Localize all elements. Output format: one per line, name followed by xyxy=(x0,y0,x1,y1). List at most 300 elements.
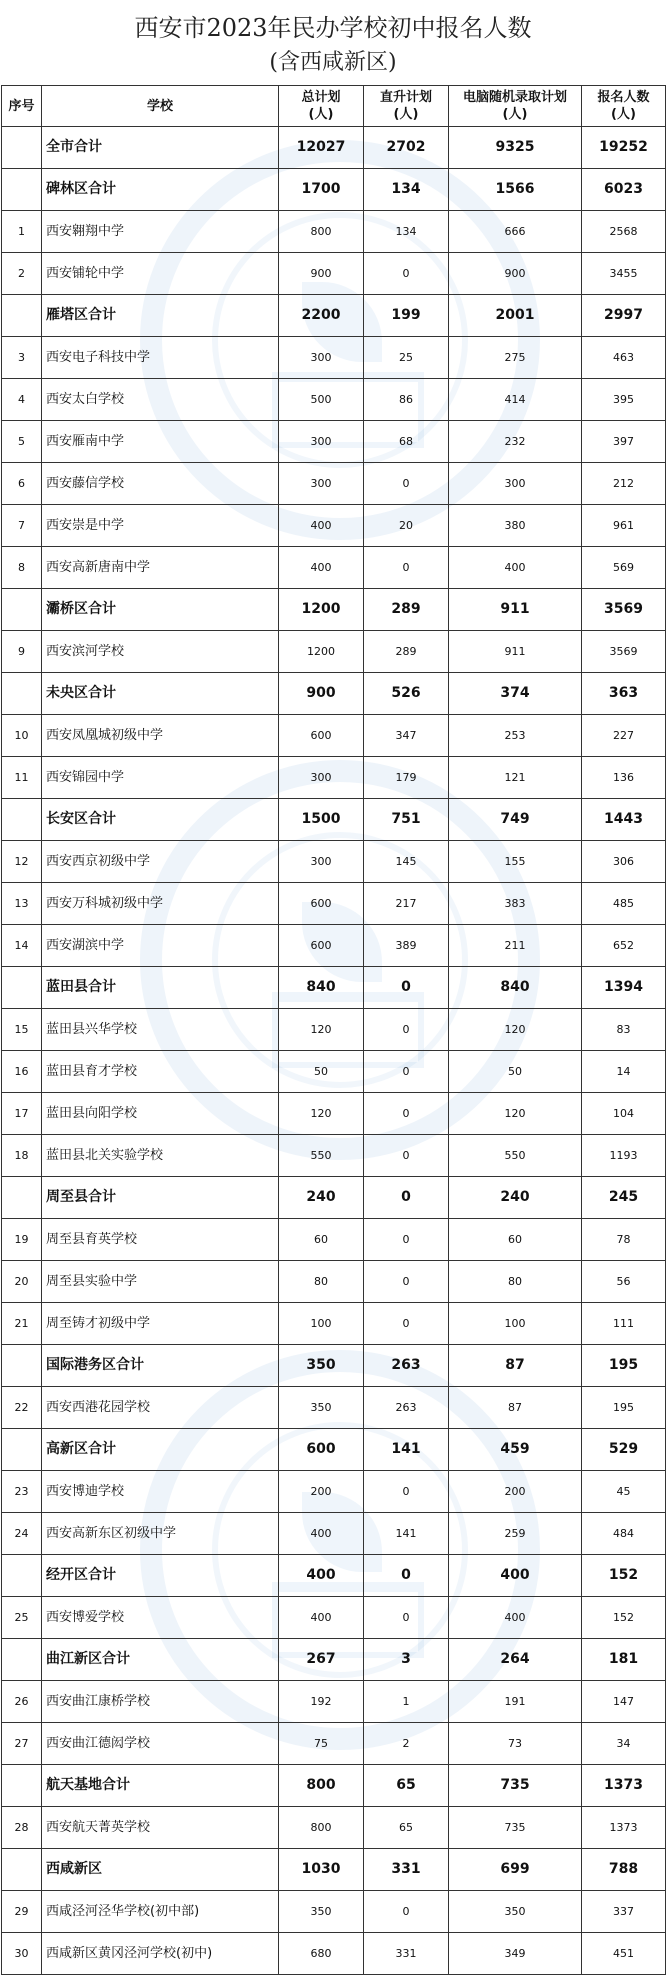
cell-random: 259 xyxy=(449,1513,582,1555)
table-row xyxy=(2,547,666,589)
table-row xyxy=(2,211,666,253)
cell-total: 800 xyxy=(279,1765,364,1807)
cell-random: 200 xyxy=(449,1471,582,1513)
cell-total: 300 xyxy=(279,337,364,379)
table-row-subtotal xyxy=(2,169,666,211)
cell-random: 350 xyxy=(449,1891,582,1933)
cell-direct: 751 xyxy=(364,799,449,841)
cell-total: 600 xyxy=(279,1429,364,1471)
table-row-subtotal xyxy=(2,1177,666,1219)
cell-random: 550 xyxy=(449,1135,582,1177)
cell-applicants: 363 xyxy=(582,673,666,715)
cell-seq: 12 xyxy=(2,841,42,883)
cell-applicants: 463 xyxy=(582,337,666,379)
header-applicants: 报名人数 (人) xyxy=(582,86,666,127)
cell-applicants: 3569 xyxy=(582,589,666,631)
cell-seq: 14 xyxy=(2,925,42,967)
cell-seq: 21 xyxy=(2,1303,42,1345)
cell-total: 12027 xyxy=(279,127,364,169)
cell-applicants: 1373 xyxy=(582,1765,666,1807)
cell-total: 1200 xyxy=(279,631,364,673)
cell-applicants: 1193 xyxy=(582,1135,666,1177)
cell-school: 西安锦园中学 xyxy=(42,757,279,799)
cell-direct: 289 xyxy=(364,589,449,631)
table-row xyxy=(2,1009,666,1051)
cell-applicants: 104 xyxy=(582,1093,666,1135)
cell-total: 400 xyxy=(279,505,364,547)
cell-direct: 65 xyxy=(364,1807,449,1849)
cell-total: 60 xyxy=(279,1219,364,1261)
cell-direct: 1 xyxy=(364,1681,449,1723)
table-row-subtotal xyxy=(2,1765,666,1807)
table-row xyxy=(2,1303,666,1345)
cell-seq: 6 xyxy=(2,463,42,505)
cell-total: 400 xyxy=(279,1513,364,1555)
cell-direct: 2702 xyxy=(364,127,449,169)
cell-random: 414 xyxy=(449,379,582,421)
cell-seq: 3 xyxy=(2,337,42,379)
cell-random: 459 xyxy=(449,1429,582,1471)
cell-applicants: 529 xyxy=(582,1429,666,1471)
cell-total: 550 xyxy=(279,1135,364,1177)
cell-random: 73 xyxy=(449,1723,582,1765)
table-row xyxy=(2,1135,666,1177)
cell-random: 100 xyxy=(449,1303,582,1345)
cell-random: 400 xyxy=(449,1597,582,1639)
cell-random: 900 xyxy=(449,253,582,295)
cell-total: 400 xyxy=(279,1597,364,1639)
cell-direct: 0 xyxy=(364,1009,449,1051)
table-row xyxy=(2,1261,666,1303)
cell-seq: 17 xyxy=(2,1093,42,1135)
cell-direct: 134 xyxy=(364,211,449,253)
cell-applicants: 569 xyxy=(582,547,666,589)
table-row xyxy=(2,1597,666,1639)
cell-seq: 29 xyxy=(2,1891,42,1933)
cell-seq xyxy=(2,967,42,1009)
table-row xyxy=(2,421,666,463)
cell-seq: 2 xyxy=(2,253,42,295)
cell-school: 西安藤信学校 xyxy=(42,463,279,505)
cell-direct: 141 xyxy=(364,1513,449,1555)
cell-school: 蓝田县育才学校 xyxy=(42,1051,279,1093)
header-direct: 直升计划 (人) xyxy=(364,86,449,127)
cell-total: 80 xyxy=(279,1261,364,1303)
cell-school: 蓝田县兴华学校 xyxy=(42,1009,279,1051)
cell-random: 735 xyxy=(449,1807,582,1849)
cell-seq xyxy=(2,169,42,211)
cell-direct: 0 xyxy=(364,1093,449,1135)
cell-school: 西安博迪学校 xyxy=(42,1471,279,1513)
table-row xyxy=(2,883,666,925)
cell-direct: 86 xyxy=(364,379,449,421)
header-school: 学校 xyxy=(42,86,279,127)
cell-school: 西安曲江康桥学校 xyxy=(42,1681,279,1723)
cell-total: 1700 xyxy=(279,169,364,211)
cell-random: 400 xyxy=(449,547,582,589)
table-row xyxy=(2,925,666,967)
cell-seq: 8 xyxy=(2,547,42,589)
cell-school: 西安航天菁英学校 xyxy=(42,1807,279,1849)
cell-random: 120 xyxy=(449,1009,582,1051)
cell-school: 西安曲江德闳学校 xyxy=(42,1723,279,1765)
cell-direct: 65 xyxy=(364,1765,449,1807)
cell-seq: 15 xyxy=(2,1009,42,1051)
cell-school: 西安电子科技中学 xyxy=(42,337,279,379)
cell-school: 航天基地合计 xyxy=(42,1765,279,1807)
cell-total: 1030 xyxy=(279,1849,364,1891)
cell-direct: 0 xyxy=(364,1219,449,1261)
cell-school: 雁塔区合计 xyxy=(42,295,279,337)
cell-applicants: 56 xyxy=(582,1261,666,1303)
table-row-subtotal xyxy=(2,967,666,1009)
cell-seq xyxy=(2,127,42,169)
cell-total: 1200 xyxy=(279,589,364,631)
cell-seq: 16 xyxy=(2,1051,42,1093)
table-row xyxy=(2,1471,666,1513)
cell-random: 380 xyxy=(449,505,582,547)
cell-direct: 20 xyxy=(364,505,449,547)
table-row xyxy=(2,1891,666,1933)
cell-seq: 4 xyxy=(2,379,42,421)
title-line-2: (含西咸新区) xyxy=(269,50,397,75)
cell-direct: 289 xyxy=(364,631,449,673)
table-row xyxy=(2,757,666,799)
cell-total: 267 xyxy=(279,1639,364,1681)
table-row xyxy=(2,715,666,757)
cell-random: 374 xyxy=(449,673,582,715)
table-row xyxy=(2,1051,666,1093)
cell-seq: 19 xyxy=(2,1219,42,1261)
cell-seq: 24 xyxy=(2,1513,42,1555)
cell-applicants: 136 xyxy=(582,757,666,799)
table-row-subtotal xyxy=(2,673,666,715)
cell-seq: 7 xyxy=(2,505,42,547)
cell-school: 长安区合计 xyxy=(42,799,279,841)
cell-school: 国际港务区合计 xyxy=(42,1345,279,1387)
cell-school: 蓝田县向阳学校 xyxy=(42,1093,279,1135)
cell-seq: 26 xyxy=(2,1681,42,1723)
cell-random: 253 xyxy=(449,715,582,757)
cell-random: 87 xyxy=(449,1345,582,1387)
cell-seq xyxy=(2,1765,42,1807)
cell-seq: 9 xyxy=(2,631,42,673)
cell-seq: 27 xyxy=(2,1723,42,1765)
cell-direct: 0 xyxy=(364,463,449,505)
cell-school: 西咸新区黄冈泾河学校(初中) xyxy=(42,1933,279,1975)
cell-school: 西安万科城初级中学 xyxy=(42,883,279,925)
table-row-subtotal xyxy=(2,1849,666,1891)
table-row xyxy=(2,1093,666,1135)
cell-total: 120 xyxy=(279,1009,364,1051)
cell-random: 121 xyxy=(449,757,582,799)
cell-applicants: 484 xyxy=(582,1513,666,1555)
cell-seq: 22 xyxy=(2,1387,42,1429)
cell-direct: 0 xyxy=(364,1555,449,1597)
cell-school: 西安滨河学校 xyxy=(42,631,279,673)
cell-random: 50 xyxy=(449,1051,582,1093)
cell-random: 666 xyxy=(449,211,582,253)
cell-random: 191 xyxy=(449,1681,582,1723)
cell-seq xyxy=(2,673,42,715)
table-row-subtotal xyxy=(2,127,666,169)
cell-direct: 263 xyxy=(364,1345,449,1387)
cell-applicants: 306 xyxy=(582,841,666,883)
cell-school: 全市合计 xyxy=(42,127,279,169)
cell-random: 155 xyxy=(449,841,582,883)
cell-direct: 141 xyxy=(364,1429,449,1471)
cell-applicants: 45 xyxy=(582,1471,666,1513)
cell-random: 383 xyxy=(449,883,582,925)
cell-seq xyxy=(2,799,42,841)
cell-random: 300 xyxy=(449,463,582,505)
cell-applicants: 34 xyxy=(582,1723,666,1765)
cell-school: 西安高新东区初级中学 xyxy=(42,1513,279,1555)
cell-random: 60 xyxy=(449,1219,582,1261)
cell-direct: 3 xyxy=(364,1639,449,1681)
table-row xyxy=(2,1807,666,1849)
cell-applicants: 397 xyxy=(582,421,666,463)
cell-applicants: 111 xyxy=(582,1303,666,1345)
cell-random: 240 xyxy=(449,1177,582,1219)
table-row xyxy=(2,1513,666,1555)
cell-school: 灞桥区合计 xyxy=(42,589,279,631)
table-row xyxy=(2,1681,666,1723)
table-row xyxy=(2,505,666,547)
table-row xyxy=(2,253,666,295)
cell-random: 9325 xyxy=(449,127,582,169)
cell-random: 275 xyxy=(449,337,582,379)
table-row xyxy=(2,841,666,883)
cell-direct: 0 xyxy=(364,1597,449,1639)
cell-seq: 30 xyxy=(2,1933,42,1975)
cell-direct: 0 xyxy=(364,1261,449,1303)
cell-direct: 68 xyxy=(364,421,449,463)
cell-seq xyxy=(2,295,42,337)
cell-direct: 347 xyxy=(364,715,449,757)
cell-random: 2001 xyxy=(449,295,582,337)
cell-applicants: 485 xyxy=(582,883,666,925)
cell-direct: 0 xyxy=(364,1177,449,1219)
cell-school: 碑林区合计 xyxy=(42,169,279,211)
cell-direct: 389 xyxy=(364,925,449,967)
cell-seq: 13 xyxy=(2,883,42,925)
cell-total: 240 xyxy=(279,1177,364,1219)
cell-random: 264 xyxy=(449,1639,582,1681)
cell-school: 高新区合计 xyxy=(42,1429,279,1471)
cell-school: 西安西港花园学校 xyxy=(42,1387,279,1429)
cell-applicants: 2568 xyxy=(582,211,666,253)
cell-total: 75 xyxy=(279,1723,364,1765)
cell-random: 749 xyxy=(449,799,582,841)
cell-total: 800 xyxy=(279,211,364,253)
cell-school: 蓝田县北关实验学校 xyxy=(42,1135,279,1177)
table-row xyxy=(2,1933,666,1975)
cell-seq: 5 xyxy=(2,421,42,463)
document-title xyxy=(0,0,666,86)
cell-total: 400 xyxy=(279,1555,364,1597)
cell-direct: 25 xyxy=(364,337,449,379)
enrollment-table xyxy=(1,85,666,1975)
cell-applicants: 195 xyxy=(582,1345,666,1387)
cell-direct: 2 xyxy=(364,1723,449,1765)
table-row xyxy=(2,631,666,673)
cell-school: 西安铺轮中学 xyxy=(42,253,279,295)
table-row-subtotal xyxy=(2,799,666,841)
cell-school: 周至县育英学校 xyxy=(42,1219,279,1261)
table-row-subtotal xyxy=(2,1429,666,1471)
cell-direct: 0 xyxy=(364,1135,449,1177)
cell-random: 699 xyxy=(449,1849,582,1891)
cell-random: 211 xyxy=(449,925,582,967)
cell-random: 349 xyxy=(449,1933,582,1975)
cell-random: 911 xyxy=(449,589,582,631)
cell-seq xyxy=(2,1345,42,1387)
table-body xyxy=(2,127,666,1975)
cell-school: 蓝田县合计 xyxy=(42,967,279,1009)
table-row xyxy=(2,1723,666,1765)
cell-direct: 0 xyxy=(364,1891,449,1933)
table-row xyxy=(2,463,666,505)
cell-applicants: 147 xyxy=(582,1681,666,1723)
cell-total: 300 xyxy=(279,757,364,799)
cell-applicants: 3569 xyxy=(582,631,666,673)
table-row-subtotal xyxy=(2,1555,666,1597)
cell-school: 西咸新区 xyxy=(42,1849,279,1891)
table-row xyxy=(2,379,666,421)
cell-direct: 0 xyxy=(364,967,449,1009)
table-row-subtotal xyxy=(2,1639,666,1681)
cell-applicants: 152 xyxy=(582,1597,666,1639)
cell-applicants: 227 xyxy=(582,715,666,757)
cell-direct: 0 xyxy=(364,547,449,589)
cell-total: 50 xyxy=(279,1051,364,1093)
header-total: 总计划 (人) xyxy=(279,86,364,127)
cell-applicants: 212 xyxy=(582,463,666,505)
cell-seq xyxy=(2,1555,42,1597)
cell-applicants: 1443 xyxy=(582,799,666,841)
cell-seq: 28 xyxy=(2,1807,42,1849)
cell-applicants: 652 xyxy=(582,925,666,967)
cell-total: 600 xyxy=(279,925,364,967)
cell-total: 500 xyxy=(279,379,364,421)
cell-applicants: 78 xyxy=(582,1219,666,1261)
cell-random: 735 xyxy=(449,1765,582,1807)
cell-seq: 11 xyxy=(2,757,42,799)
cell-direct: 199 xyxy=(364,295,449,337)
cell-direct: 134 xyxy=(364,169,449,211)
table-row-subtotal xyxy=(2,589,666,631)
cell-applicants: 788 xyxy=(582,1849,666,1891)
cell-direct: 526 xyxy=(364,673,449,715)
cell-applicants: 1394 xyxy=(582,967,666,1009)
cell-total: 680 xyxy=(279,1933,364,1975)
cell-direct: 331 xyxy=(364,1933,449,1975)
cell-direct: 0 xyxy=(364,1471,449,1513)
cell-random: 80 xyxy=(449,1261,582,1303)
cell-random: 1566 xyxy=(449,169,582,211)
cell-school: 周至县合计 xyxy=(42,1177,279,1219)
cell-applicants: 14 xyxy=(582,1051,666,1093)
cell-total: 2200 xyxy=(279,295,364,337)
cell-school: 西安西京初级中学 xyxy=(42,841,279,883)
cell-seq xyxy=(2,1639,42,1681)
cell-direct: 263 xyxy=(364,1387,449,1429)
table-header-row xyxy=(2,86,666,127)
cell-random: 120 xyxy=(449,1093,582,1135)
cell-applicants: 3455 xyxy=(582,253,666,295)
cell-applicants: 2997 xyxy=(582,295,666,337)
cell-total: 840 xyxy=(279,967,364,1009)
cell-seq xyxy=(2,589,42,631)
cell-total: 600 xyxy=(279,715,364,757)
cell-applicants: 245 xyxy=(582,1177,666,1219)
cell-total: 800 xyxy=(279,1807,364,1849)
cell-random: 911 xyxy=(449,631,582,673)
cell-total: 120 xyxy=(279,1093,364,1135)
cell-seq: 10 xyxy=(2,715,42,757)
cell-school: 周至县实验中学 xyxy=(42,1261,279,1303)
cell-school: 西安湖滨中学 xyxy=(42,925,279,967)
cell-direct: 145 xyxy=(364,841,449,883)
header-random: 电脑随机录取计划 (人) xyxy=(449,86,582,127)
cell-school: 西安太白学校 xyxy=(42,379,279,421)
cell-school: 西咸泾河泾华学校(初中部) xyxy=(42,1891,279,1933)
cell-random: 87 xyxy=(449,1387,582,1429)
cell-applicants: 1373 xyxy=(582,1807,666,1849)
cell-direct: 217 xyxy=(364,883,449,925)
cell-total: 400 xyxy=(279,547,364,589)
cell-school: 西安雁南中学 xyxy=(42,421,279,463)
cell-seq: 25 xyxy=(2,1597,42,1639)
cell-school: 西安高新唐南中学 xyxy=(42,547,279,589)
cell-total: 1500 xyxy=(279,799,364,841)
cell-direct: 0 xyxy=(364,1303,449,1345)
cell-school: 西安翱翔中学 xyxy=(42,211,279,253)
cell-random: 840 xyxy=(449,967,582,1009)
cell-applicants: 152 xyxy=(582,1555,666,1597)
cell-total: 350 xyxy=(279,1387,364,1429)
cell-applicants: 451 xyxy=(582,1933,666,1975)
cell-total: 900 xyxy=(279,673,364,715)
cell-direct: 0 xyxy=(364,1051,449,1093)
cell-school: 未央区合计 xyxy=(42,673,279,715)
cell-applicants: 195 xyxy=(582,1387,666,1429)
cell-applicants: 83 xyxy=(582,1009,666,1051)
cell-total: 200 xyxy=(279,1471,364,1513)
cell-school: 经开区合计 xyxy=(42,1555,279,1597)
header-seq: 序号 xyxy=(2,86,42,127)
cell-seq: 1 xyxy=(2,211,42,253)
cell-applicants: 961 xyxy=(582,505,666,547)
cell-school: 西安博爱学校 xyxy=(42,1597,279,1639)
cell-seq: 23 xyxy=(2,1471,42,1513)
cell-school: 曲江新区合计 xyxy=(42,1639,279,1681)
cell-seq xyxy=(2,1429,42,1471)
title-line-1: 西安市2023年民办学校初中报名人数 xyxy=(134,14,532,42)
cell-applicants: 181 xyxy=(582,1639,666,1681)
cell-school: 西安凤凰城初级中学 xyxy=(42,715,279,757)
cell-total: 600 xyxy=(279,883,364,925)
cell-total: 900 xyxy=(279,253,364,295)
cell-total: 350 xyxy=(279,1891,364,1933)
cell-total: 300 xyxy=(279,421,364,463)
cell-applicants: 6023 xyxy=(582,169,666,211)
cell-total: 300 xyxy=(279,463,364,505)
cell-applicants: 19252 xyxy=(582,127,666,169)
cell-direct: 0 xyxy=(364,253,449,295)
cell-seq: 18 xyxy=(2,1135,42,1177)
